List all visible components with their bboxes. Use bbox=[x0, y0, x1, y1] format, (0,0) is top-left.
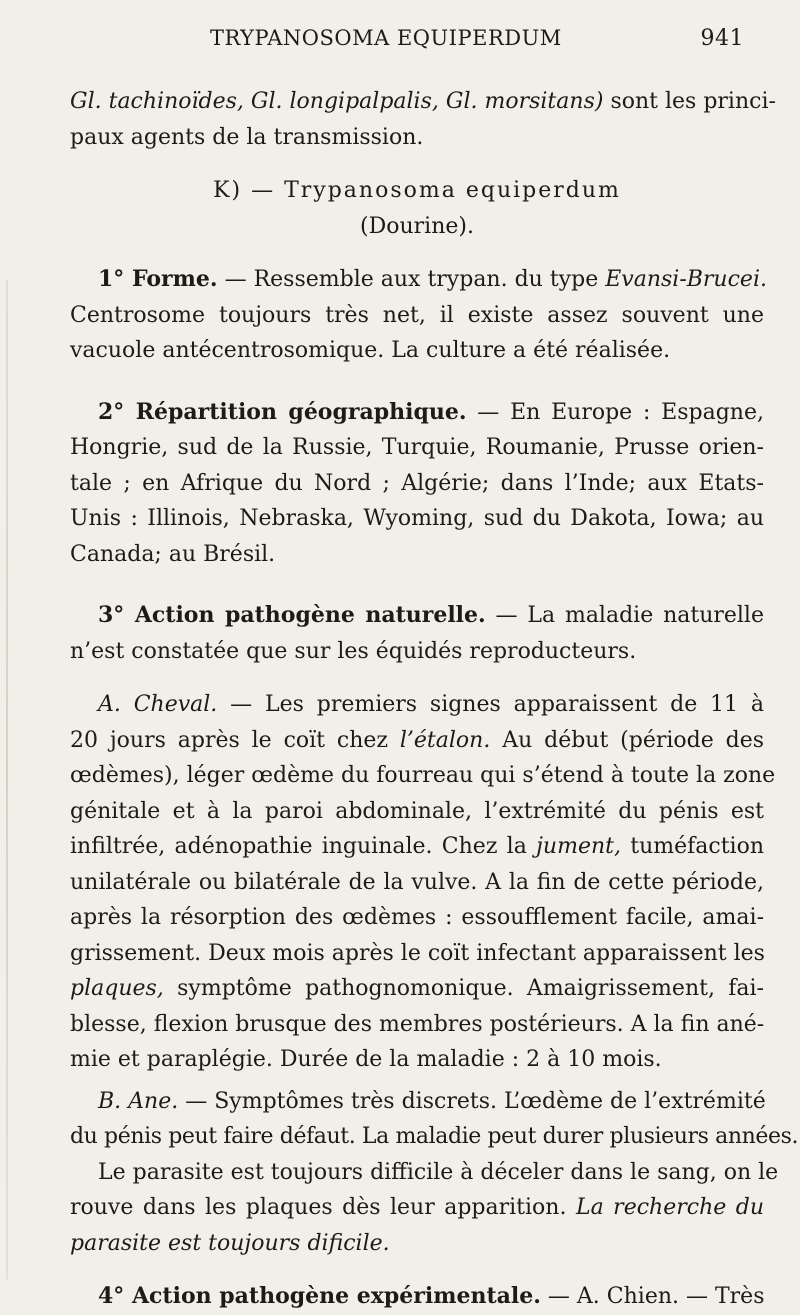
cheval-line-11: mie et paraplégie. Durée de la maladie : 2 à 10 mois. bbox=[70, 1047, 662, 1072]
forme-label: 1° Forme. bbox=[98, 266, 218, 292]
repartition-label: 2° Répartition géographique. bbox=[98, 398, 467, 425]
repartition-line-3: tale ; en Afrique du Nord ; Algérie; dans l’Inde; aux Etats- bbox=[70, 470, 764, 496]
action-experimentale-label: 4° Action pathogène expérimentale. bbox=[98, 1283, 541, 1309]
section-heading: K) — Trypanosoma equiperdum bbox=[213, 178, 621, 203]
forme-line-2: Centrosome toujours très net, il existe assez souvent une bbox=[70, 302, 764, 328]
intro-line-1: Gl. tachinoïdes, Gl. longipalpalis, Gl. morsitans) sont les princi- bbox=[70, 89, 776, 114]
action-naturelle-label: 3° Action pathogène naturelle. bbox=[98, 602, 486, 628]
page-edge-shadow bbox=[6, 280, 8, 1280]
cheval-line-8: grissement. Deux mois après le coït infectant apparaissent les bbox=[70, 940, 765, 966]
cheval-line-6: unilatérale ou bilatérale de la vulve. A la fin de cette période, bbox=[70, 869, 764, 895]
cheval-line-5: infiltrée, adénopathie inguinale. Chez la jument, tuméfaction bbox=[70, 834, 764, 859]
ane-line-4: rouve dans les plaques dès leur apparition. La recherche du bbox=[70, 1195, 764, 1220]
page-number: 941 bbox=[700, 26, 744, 51]
section-subheading: (Dourine). bbox=[360, 213, 474, 239]
ane-line-1: B. Ane. — Symptômes très discrets. L’œdème de l’extrémité bbox=[98, 1088, 766, 1114]
repartition-line-4: Unis : Illinois, Nebraska, Wyoming, sud du Dakota, Iowa; au bbox=[70, 506, 764, 531]
forme-line-1: 1° Forme. — Ressemble aux trypan. du type Evansi-Brucei. bbox=[98, 266, 767, 292]
header-title: TRYPANOSOMA EQUIPERDUM bbox=[210, 26, 562, 50]
running-header bbox=[60, 20, 744, 60]
ane-line-3: Le parasite est toujours difficile à déceler dans le sang, on le bbox=[98, 1159, 779, 1185]
cheval-line-10: blesse, flexion brusque des membres postérieurs. A la fin ané- bbox=[70, 1011, 765, 1037]
repartition-line-1: 2° Répartition géographique. — En Europe : Espagne, bbox=[98, 398, 764, 425]
action-naturelle-line-2: n’est constatée que sur les équidés reproducteurs. bbox=[70, 638, 637, 664]
body-text bbox=[70, 84, 799, 1315]
intro-line-2: paux agents de la transmission. bbox=[70, 124, 424, 150]
cheval-label: A. Cheval. bbox=[98, 692, 218, 717]
cheval-line-4: génitale et à la paroi abdominale, l’extrémité du pénis est bbox=[70, 798, 764, 824]
action-naturelle-line-1: 3° Action pathogène naturelle. — La maladie naturelle bbox=[98, 602, 764, 628]
cheval-line-1: A. Cheval. — Les premiers signes apparaissent de 11 à bbox=[98, 692, 764, 717]
cheval-line-7: après la résorption des œdèmes : essoufflement facile, amai- bbox=[70, 905, 764, 930]
action-experimentale-line-1: 4° Action pathogène expérimentale. — A. Chien. — Très bbox=[98, 1283, 765, 1309]
cheval-line-3: œdèmes), léger œdème du fourreau qui s’étend à toute la zone bbox=[70, 763, 776, 788]
repartition-line-5: Canada; au Brésil. bbox=[70, 541, 276, 567]
ane-label: B. Ane. bbox=[98, 1088, 179, 1114]
ane-line-2: du pénis peut faire défaut. La maladie peut durer plusieurs années. bbox=[70, 1124, 799, 1149]
cheval-line-2: 20 jours après le coït chez l’étalon. Au début (période des bbox=[70, 727, 765, 753]
repartition-line-2: Hongrie, sud de la Russie, Turquie, Roumanie, Prusse orien- bbox=[70, 435, 764, 460]
ane-line-5: parasite est toujours dificile. bbox=[70, 1230, 390, 1256]
cheval-line-9: plaques, symptôme pathognomonique. Amaigrissement, fai- bbox=[70, 976, 764, 1001]
forme-line-3: vacuole antécentrosomique. La culture a été réalisée. bbox=[70, 338, 671, 363]
